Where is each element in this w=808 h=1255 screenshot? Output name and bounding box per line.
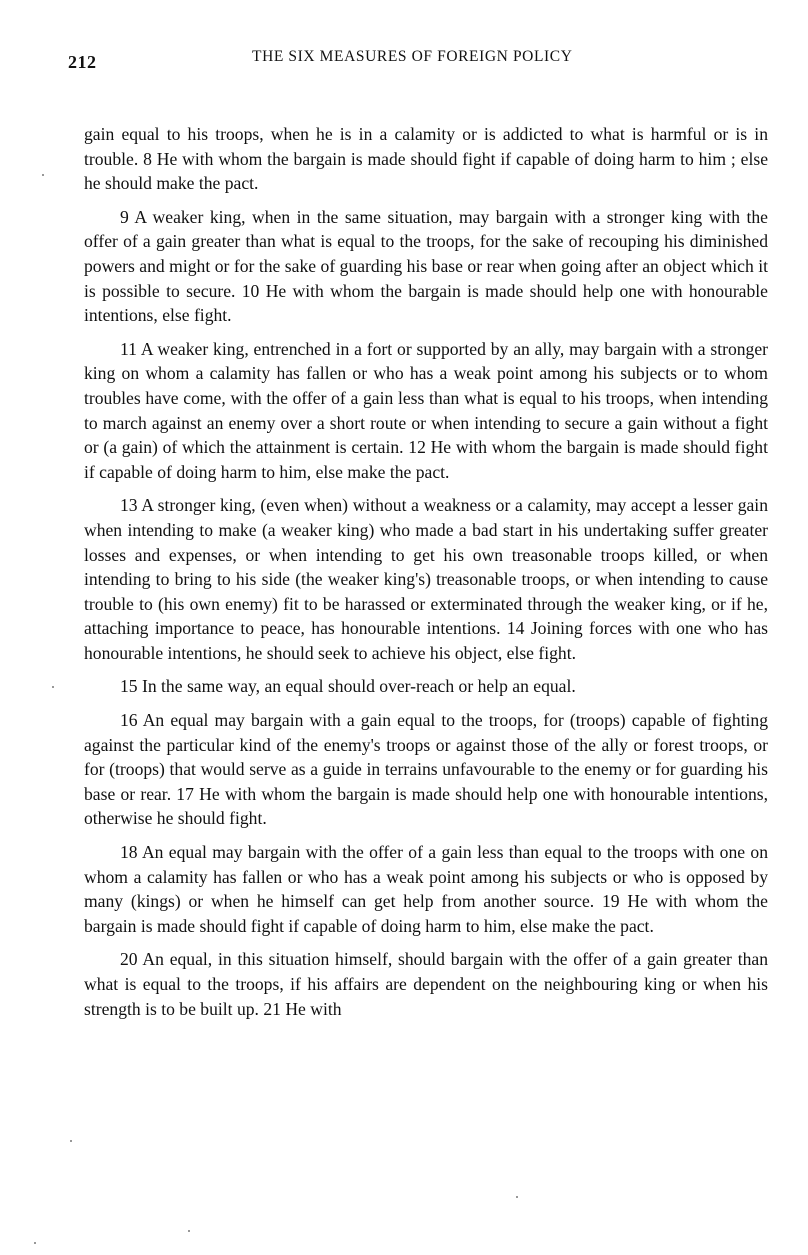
scan-speck <box>34 1242 36 1244</box>
paragraph-15: 15 In the same way, an equal should over-reach or help an equal. <box>120 676 576 697</box>
scan-speck <box>70 1140 72 1142</box>
paragraph-18-19: 18 An equal may bargain with the offer of a gain less than equal to the troops with one on whom a calamity has fallen or who has a weak point among his subjects or who is opposed by many (kings) or when he himself can get help from another source. 19 He with whom the bargain is made should fight if capable of doing harm to him, else make the pact. <box>84 842 768 936</box>
scan-speck <box>42 174 44 176</box>
scan-speck <box>516 1196 518 1198</box>
paragraph-20-21: 20 An equal, in this situation himself, should bargain with the offer of a gain greater than what is equal to the troops, if his affairs are dependent on the neighbouring king or when his strength is to be built up. 21 He with <box>84 949 768 1019</box>
body-text <box>84 122 768 1030</box>
paragraph-9-10: 9 A weaker king, when in the same situation, may bargain with a stronger king with the offer of a gain greater than what is equal to the troops, for the sake of recouping his diminished powers and might or for the sake of guarding his base or rear when going after an object which it is possible to secure. 10 He with whom the bargain is made should help one with honourable intentions, else fight. <box>84 206 768 326</box>
scan-speck <box>188 1230 190 1232</box>
paragraph-11-12: 11 A weaker king, entrenched in a fort or supported by an ally, may bargain with a stronger king on whom a calamity has fallen or who has a weak point among his subjects or to whom troubles have come, with the offer of a gain less than what is equal to his troops, when intending to march against an enemy over a short route or when intending to secure a gain without a fight or (a gain) of which the attainment is certain. 12 He with whom the bargain is made should fight if capable of doing harm to him, else make the pact. <box>84 338 768 482</box>
page-number: 212 <box>68 52 97 72</box>
page-header <box>64 46 764 72</box>
paragraph-continuation: gain equal to his troops, when he is in a calamity or is addicted to what is harmful or is in trouble. 8 He with whom the bargain is made should fight if capable of doing harm to him ; else he should make the pact. <box>84 124 768 194</box>
paragraph-16-17: 16 An equal may bargain with a gain equal to the troops, for (troops) capable of fighting against the particular kind of the enemy's troops or against those of the ally or forest troops, or for (troops) that would serve as a guide in terrains unfavourable to the enemy or for guarding his base or rear. 17 He with whom the bargain is made should help one with honourable intentions, otherwise he should fight. <box>84 710 768 829</box>
paragraph-13-14: 13 A stronger king, (even when) without a weakness or a calamity, may accept a lesser gain when intending to make (a weaker king) who made a bad start in his undertaking suffer greater losses and expenses, or when intending to get his own treasonable troops killed, or when intending to bring to his side (the weaker king's) treasonable troops, or when intending to cause trouble to (his own enemy) fit to be harassed or exterminated through the weaker king, or if he, attaching importance to peace, has honourable intentions. 14 Joining forces with one who has honourable intentions, he should seek to achieve his object, else fight. <box>84 495 768 663</box>
scan-speck <box>52 686 54 688</box>
running-title: THE SIX MEASURES OF FOREIGN POLICY <box>252 48 573 65</box>
